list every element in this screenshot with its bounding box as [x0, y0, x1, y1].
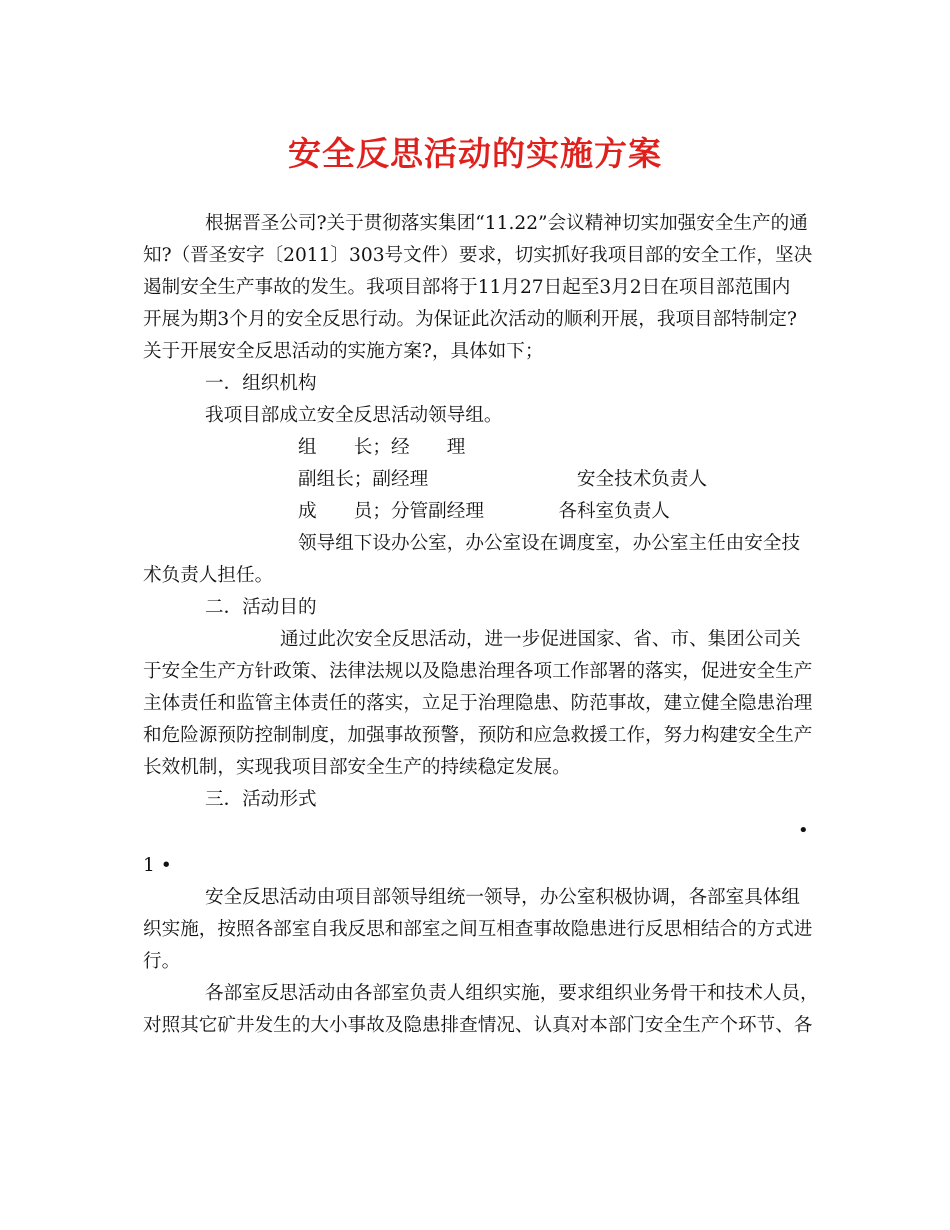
- paragraph-line: 遏制安全生产事故的发生。我项目部将于11月27日起至3月2日在项目部范围内: [143, 277, 791, 298]
- paragraph-line: 我项目部成立安全反思活动领导组。: [205, 405, 503, 426]
- document-title: 安全反思活动的实施方案: [288, 134, 662, 173]
- paragraph-line: 关于开展安全反思活动的实施方案?，具体如下；: [143, 341, 544, 362]
- paragraph-line: 长效机制，实现我项目部安全生产的持续稳定发展。: [143, 757, 571, 778]
- paragraph-line: 于安全生产方针政策、法律法规以及隐患治理各项工作部署的落实，促进安全生产: [143, 661, 813, 682]
- paragraph-line: 对照其它矿井发生的大小事故及隐患排查情况、认真对本部门安全生产个环节、各: [143, 1015, 813, 1036]
- paragraph-line: 安全反思活动由项目部领导组统一领导，办公室积极协调，各部室具体组: [205, 887, 801, 908]
- paragraph-line: 术负责人担任。: [143, 565, 274, 586]
- section-heading: 一．组织机构: [205, 373, 317, 394]
- roster-line: 副组长；副经理 安全技术负责人: [298, 469, 708, 490]
- section-heading: 二．活动目的: [205, 597, 317, 618]
- roster-line: 成 员；分管副经理 各科室负责人: [298, 501, 670, 522]
- paragraph-line: 和危险源预防控制制度，加强事故预警，预防和应急救援工作，努力构建安全生产: [143, 725, 813, 746]
- paragraph-line: 知?（晋圣安字〔2011〕303号文件）要求，切实抓好我项目部的安全工作，坚决: [143, 245, 813, 266]
- paragraph-line: 行。: [143, 951, 181, 972]
- list-number: 1 •: [143, 855, 172, 876]
- paragraph-line: 根据晋圣公司?关于贯彻落实集团“11.22”会议精神切实加强安全生产的通: [205, 213, 808, 234]
- paragraph-line: 通过此次安全反思活动，进一步促进国家、省、市、集团公司关: [280, 629, 801, 650]
- roster-line: 组 长；经 理: [298, 437, 466, 458]
- paragraph-line: 开展为期3个月的安全反思行动。为保证此次活动的顺利开展，我项目部特制定?: [143, 309, 797, 330]
- section-heading: 三．活动形式: [205, 789, 317, 810]
- paragraph-line: 各部室反思活动由各部室负责人组织实施，要求组织业务骨干和技术人员，: [205, 983, 819, 1004]
- paragraph-line: 领导组下设办公室，办公室设在调度室，办公室主任由安全技: [298, 533, 801, 554]
- page-dot: •: [798, 820, 809, 841]
- paragraph-line: 织实施，按照各部室自我反思和部室之间互相查事故隐患进行反思相结合的方式进: [143, 919, 813, 940]
- paragraph-line: 主体责任和监管主体责任的落实，立足于治理隐患、防范事故，建立健全隐患治理: [143, 693, 813, 714]
